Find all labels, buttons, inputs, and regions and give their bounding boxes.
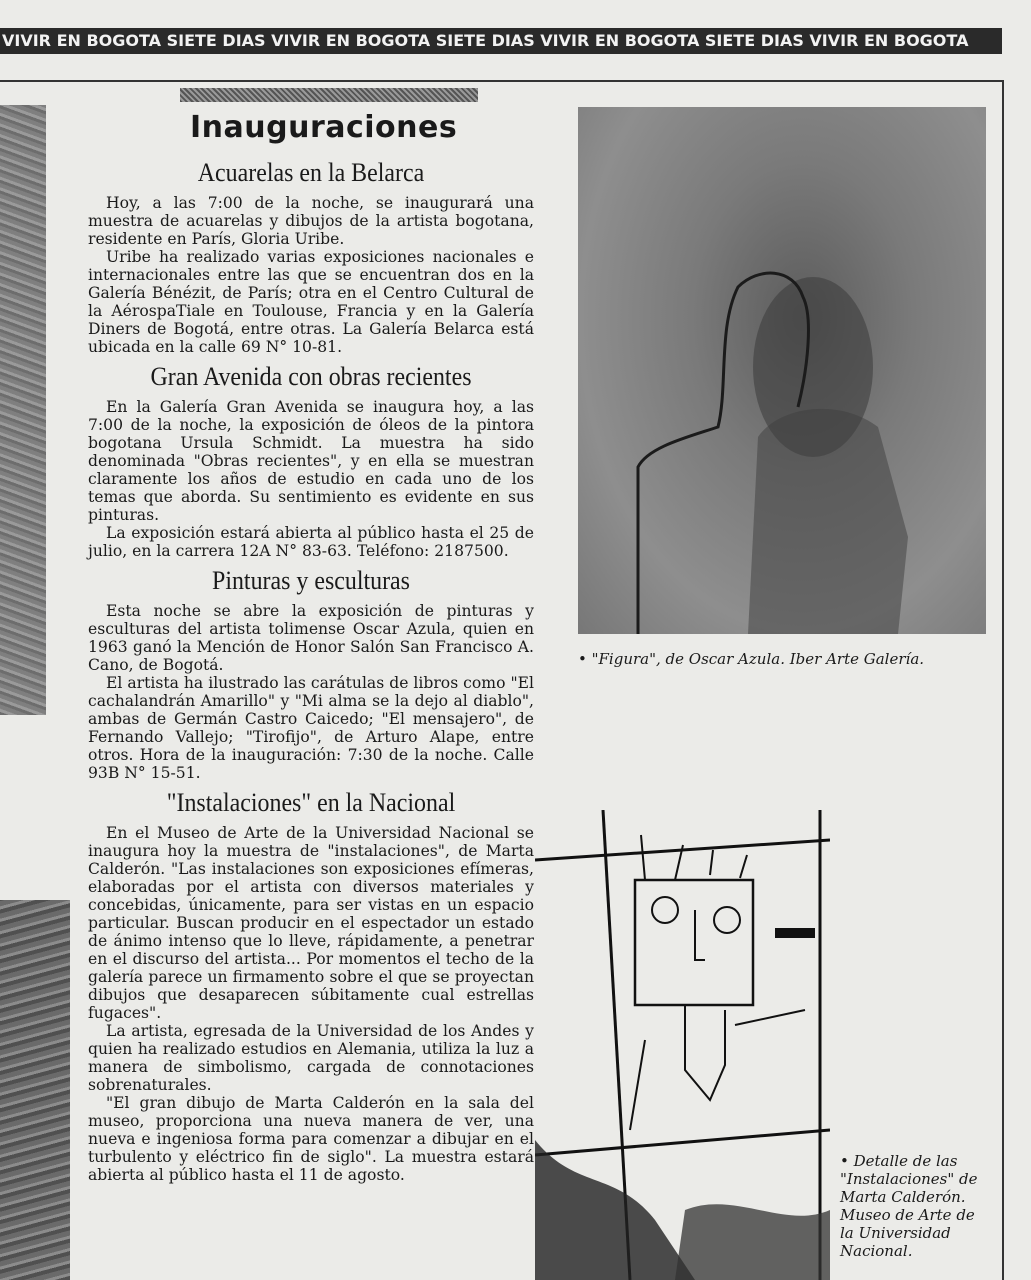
- headline-pinturas: Pinturas y esculturas: [212, 566, 410, 595]
- article-paragraph: El artista ha ilustrado las carátulas de libros como "El cachalandrán Amarillo" y "Mi alma se la dejo al diablo", ambas de Germán Castro Caicedo; "El mensajero", de Fernando Vallejo; "Tirofijo", de Arturo Alape, entre otros. Hora de la inauguración: 7:30 de la noche. Calle 93B N° 15-51.: [88, 674, 534, 782]
- line-drawing-figure: [535, 810, 830, 1280]
- headline-gran-avenida: Gran Avenida con obras recientes: [150, 362, 472, 391]
- article-paragraph: "El gran dibujo de Marta Calderón en la sala del museo, proporciona una nueva manera de ver, una nueva e ingeniosa forma para comenzar a dibujar en el turbulento y eléctrico fin de siglo". La muestra estará abierta al público hasta el 11 de agosto.: [88, 1094, 534, 1184]
- article-paragraph: La artista, egresada de la Universidad de los Andes y quien ha realizado estudios en Alemania, utiliza la luz a manera de simbolismo, cargada de connotaciones sobrenaturales.: [88, 1022, 534, 1094]
- article-paragraph: Uribe ha realizado varias exposiciones nacionales e internacionales entre las que se encuentran dos en la Galería Bénézit, de París; otra en el Centro Cultural de la AérospaTiale en Toulouse, Francia y en la Galería Diners de Bogotá, entre otras. La Galería Belarca está ubicada en la calle 69 N° 10-81.: [88, 248, 534, 356]
- article-paragraph: En el Museo de Arte de la Universidad Nacional se inaugura hoy la muestra de "instalaciones", de Marta Calderón. "Las instalaciones son exposiciones efímeras, elaboradas por el artista con diversos materiales y concebidas, únicamente, para ser vistas en un espacio particular. Buscan producir en el espectador un estado de ánimo intenso que lo lleve, rápidamente, a penetrar en el discurso del artista... Por momentos el techo de la galería parece un firmamento sobre el que se proyectan dibujos que desaparecen súbitamente cual estrellas fugaces".: [88, 824, 534, 1022]
- caption-instalaciones: • Detalle de las "Instalaciones" de Marta Calderón. Museo de Arte de la Universidad Nacional.: [840, 1152, 978, 1260]
- article-belarca: [88, 158, 534, 356]
- article-paragraph: En la Galería Gran Avenida se inaugura hoy, a las 7:00 de la noche, la exposición de óleos de la pintora bogotana Ursula Schmidt. La muestra ha sido denominada "Obras recientes", y en ella se muestran claramente los años de estudio en cada uno de los temas que aborda. Su sentimiento es evidente en sus pinturas.: [88, 398, 534, 524]
- article-column: [88, 158, 534, 1184]
- headline-instalaciones: "Instalaciones" en la Nacional: [166, 788, 456, 817]
- decorative-bar: [180, 88, 478, 102]
- top-rule: [0, 80, 1004, 82]
- article-paragraph: Hoy, a las 7:00 de la noche, se inaugurará una muestra de acuarelas y dibujos de la artista bogotana, residente en París, Gloria Uribe.: [88, 194, 534, 248]
- article-paragraph: La exposición estará abierta al público hasta el 25 de julio, en la carrera 12A N° 83-63. Teléfono: 2187500.: [88, 524, 534, 560]
- instalaciones-drawing: [535, 810, 830, 1280]
- figura-photo: [578, 107, 986, 634]
- article-pinturas: [88, 566, 534, 782]
- right-rule: [1002, 82, 1004, 1280]
- article-instalaciones: [88, 788, 534, 1184]
- article-gran-avenida: [88, 362, 534, 560]
- headline-belarca: Acuarelas en la Belarca: [197, 158, 425, 187]
- caption-figura: • "Figura", de Oscar Azula. Iber Arte Galería.: [578, 650, 925, 668]
- adjacent-photo-fragment-lower: [0, 900, 70, 1280]
- adjacent-photo-fragment: [0, 105, 46, 715]
- article-paragraph: Esta noche se abre la exposición de pinturas y esculturas del artista tolimense Oscar Azula, quien en 1963 ganó la Mención de Honor Salón San Francisco A. Cano, de Bogotá.: [88, 602, 534, 674]
- figure-silhouette-drawing: [578, 107, 986, 634]
- section-banner: VIVIR EN BOGOTA SIETE DIAS VIVIR EN BOGOTA SIETE DIAS VIVIR EN BOGOTA SIETE DIAS VIVIR EN BOGOTA: [0, 28, 1002, 54]
- section-title: Inauguraciones: [190, 110, 458, 145]
